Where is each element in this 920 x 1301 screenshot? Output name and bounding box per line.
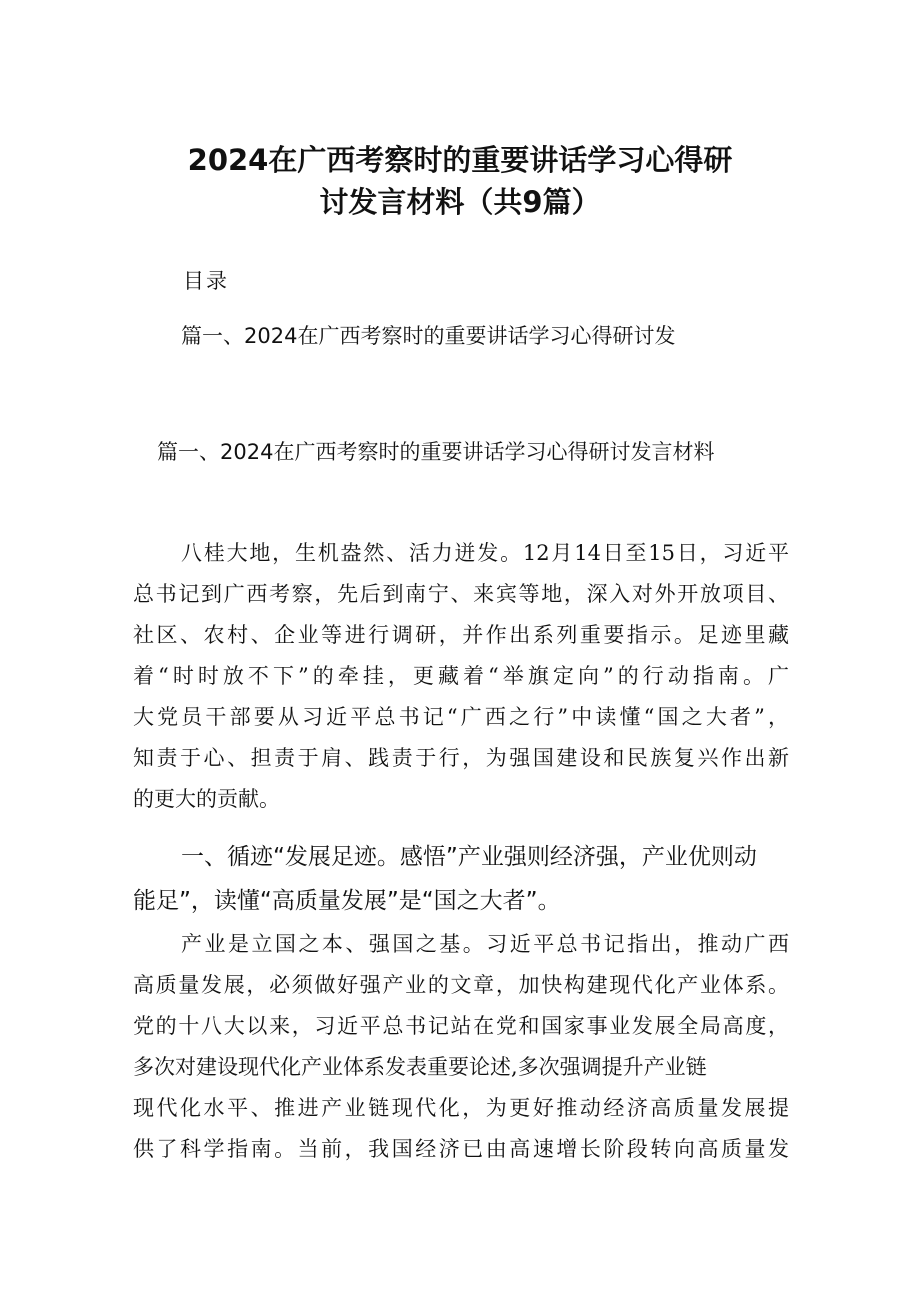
paragraph-line: 八桂大地，生机盎然、活力迸发。12月14日至15日，习近平 xyxy=(181,541,789,565)
paragraph-line: 的更大的贡献。 xyxy=(133,787,280,811)
paragraph-line: 社区、农村、企业等进行调研，并作出系列重要指示。足迹里藏 xyxy=(133,623,789,647)
paragraph-line: 知责于心、担责于肩、践责于行，为强国建设和民族复兴作出新 xyxy=(133,746,789,770)
paragraph-line: 产业是立国之本、强国之基。习近平总书记指出，推动广西 xyxy=(181,932,789,956)
section-heading-line: 一、循迹“发展足迹。感悟”产业强则经济强，产业优则动 xyxy=(181,844,757,870)
paragraph-line: 供了科学指南。当前，我国经济已由高速增长阶段转向高质量发 xyxy=(133,1137,789,1161)
paragraph-line: 现代化水平、推进产业链现代化，为更好推动经济高质量发展提 xyxy=(133,1096,789,1120)
document-title-line-1: 2024在广西考察时的重要讲话学习心得研 xyxy=(187,143,733,177)
document-title-line-2: 讨发言材料（共9篇） xyxy=(319,185,601,219)
toc-item[interactable]: 篇一、2024在广西考察时的重要讲话学习心得研讨发 xyxy=(181,324,676,348)
section-title: 篇一、2024在广西考察时的重要讲话学习心得研讨发言材料 xyxy=(157,440,715,464)
section-heading-line: 能足”，读懂“高质量发展”是“国之大者”。 xyxy=(133,888,561,914)
paragraph-line: 多次对建设现代化产业体系发表重要论述,多次强调提升产业链 xyxy=(133,1055,707,1079)
toc-label: 目录 xyxy=(183,269,229,293)
paragraph-line: 着“时时放不下”的牵挂，更藏着“举旗定向”的行动指南。广 xyxy=(133,664,789,688)
paragraph-line: 高质量发展，必须做好强产业的文章，加快构建现代化产业体系。 xyxy=(133,973,789,997)
paragraph-line: 总书记到广西考察，先后到南宁、来宾等地，深入对外开放项目、 xyxy=(133,582,789,606)
paragraph-line: 党的十八大以来，习近平总书记站在党和国家事业发展全局高度， xyxy=(133,1014,789,1038)
paragraph-line: 大党员干部要从习近平总书记“广西之行”中读懂“国之大者”， xyxy=(133,705,789,729)
